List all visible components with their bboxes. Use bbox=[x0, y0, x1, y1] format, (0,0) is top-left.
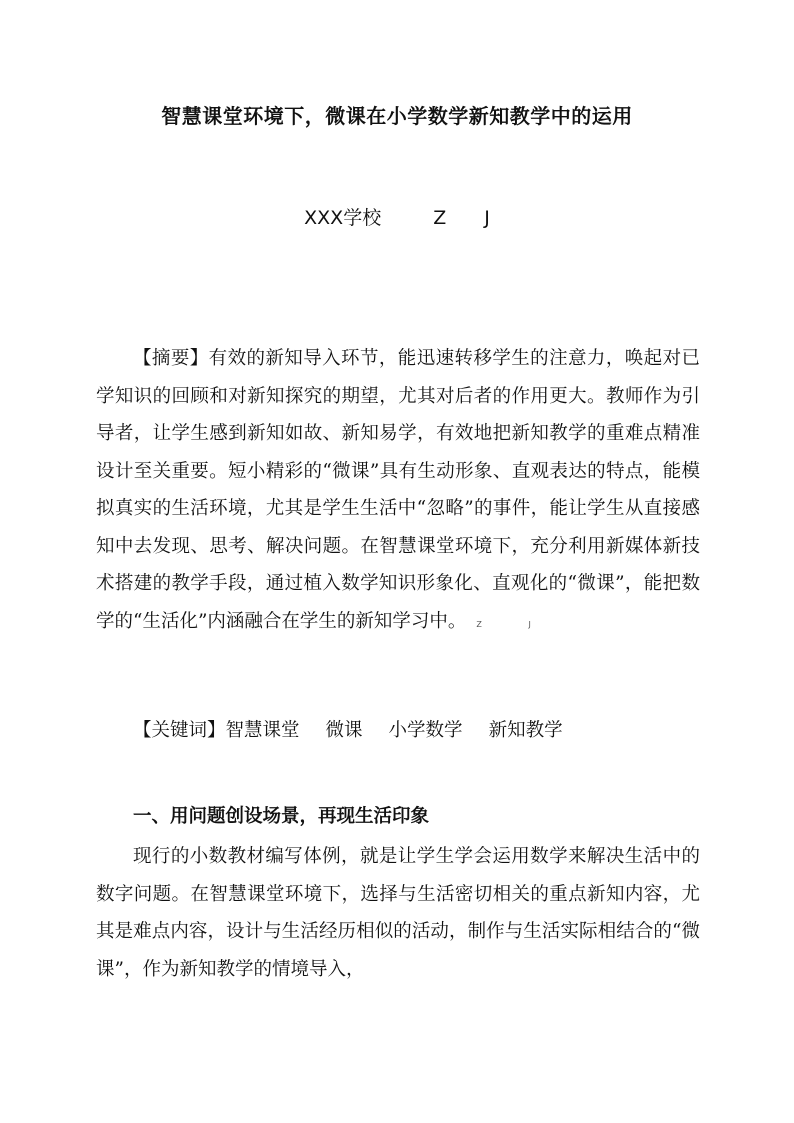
author-initial-1: Z bbox=[433, 207, 447, 229]
abstract-section bbox=[96, 340, 700, 643]
keyword-item: 智慧课堂 bbox=[225, 720, 300, 741]
author-line bbox=[0, 205, 794, 231]
keyword-item: 新知教学 bbox=[488, 720, 563, 741]
section-heading: 一、用问题创设场景，再现生活印象 bbox=[133, 806, 430, 827]
keyword-item: 小学数学 bbox=[388, 720, 463, 741]
author-school: XXX学校 bbox=[304, 207, 382, 229]
keywords-line bbox=[96, 712, 589, 750]
section-body bbox=[96, 838, 700, 988]
keyword-item: 微课 bbox=[325, 720, 363, 741]
abstract-tail-mark: Z J bbox=[476, 619, 553, 629]
abstract-paragraph bbox=[96, 340, 700, 643]
body-paragraph: 现行的小数教材编写体例，就是让学生学会运用数学来解决生活中的数字问题。在智慧课堂环境下，选择与生活密切相关的重点新知内容，尤其是难点内容，设计与生活经历相似的活动，制作与生活实际相结合的“微课”，作为新知教学的情境导入， bbox=[96, 846, 700, 980]
keywords-label: 【关键词】 bbox=[133, 720, 226, 741]
abstract-text: 【摘要】有效的新知导入环节，能迅速转移学生的注意力，唤起对已学知识的回顾和对新知探究的期望，尤其对后者的作用更大。教师作为引导者，让学生感到新知如故、新知易学，有效地把新知教学的重难点精准设计至关重要。短小精彩的“微课”具有生动形象、直观表达的特点，能模拟真实的生活环境，尤其是学生生活中“忽略”的事件，能让学生从直接感知中去发现、思考、解决问题。在智慧课堂环境下，充分利用新媒体新技术搭建的教学手段，通过植入数学知识形象化、直观化的“微课”，能把数学的“生活化”内涵融合在学生的新知学习中。 bbox=[96, 348, 700, 632]
author-initial-2: J bbox=[484, 207, 490, 229]
document-title: 智慧课堂环境下，微课在小学数学新知教学中的运用 bbox=[161, 104, 633, 128]
